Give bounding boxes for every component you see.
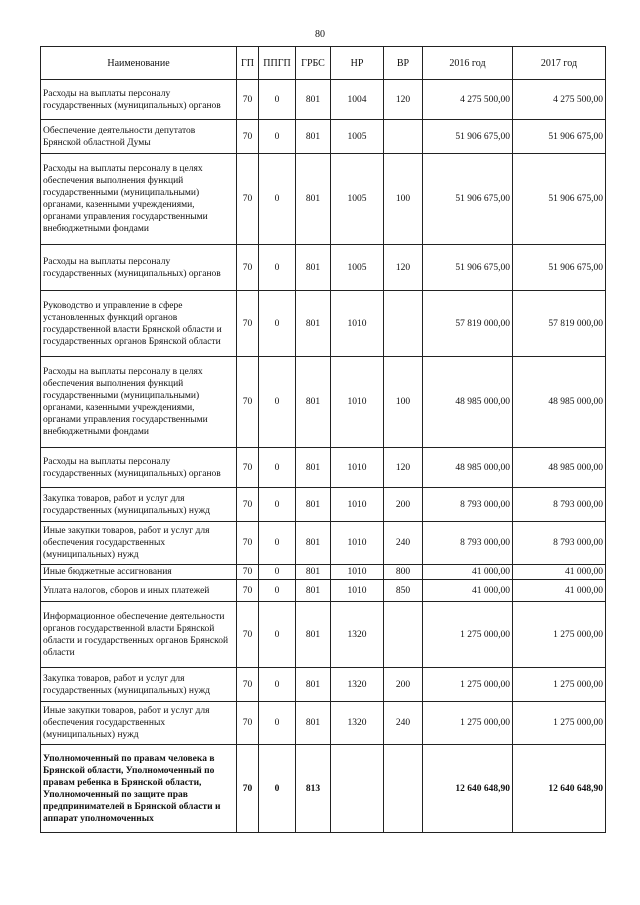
row-2017: 51 906 675,00 bbox=[513, 154, 606, 245]
row-name: Закупка товаров, работ и услуг для государственных (муниципальных) нужд bbox=[41, 488, 237, 522]
row-ppgp: 0 bbox=[259, 602, 296, 668]
row-nr: 1010 bbox=[331, 522, 384, 565]
row-gp: 70 bbox=[237, 565, 259, 580]
row-ppgp: 0 bbox=[259, 154, 296, 245]
row-gp: 70 bbox=[237, 702, 259, 745]
row-gp: 70 bbox=[237, 357, 259, 448]
row-grbs: 801 bbox=[296, 602, 331, 668]
row-grbs: 801 bbox=[296, 702, 331, 745]
row-vr: 240 bbox=[384, 522, 423, 565]
row-ppgp: 0 bbox=[259, 80, 296, 120]
row-nr: 1004 bbox=[331, 80, 384, 120]
row-gp: 70 bbox=[237, 80, 259, 120]
table-row bbox=[41, 488, 606, 522]
row-vr: 200 bbox=[384, 668, 423, 702]
row-vr: 100 bbox=[384, 357, 423, 448]
row-nr bbox=[331, 745, 384, 833]
row-ppgp: 0 bbox=[259, 580, 296, 602]
header-gp: ГП bbox=[237, 47, 259, 80]
table-row bbox=[41, 448, 606, 488]
header-ppgp: ППГП bbox=[259, 47, 296, 80]
row-grbs: 801 bbox=[296, 80, 331, 120]
table-row bbox=[41, 80, 606, 120]
row-grbs: 801 bbox=[296, 120, 331, 154]
row-2017: 1 275 000,00 bbox=[513, 702, 606, 745]
row-2016: 51 906 675,00 bbox=[423, 245, 513, 291]
row-vr bbox=[384, 120, 423, 154]
row-name: Расходы на выплаты персоналу государственных (муниципальных) органов bbox=[41, 448, 237, 488]
row-gp: 70 bbox=[237, 580, 259, 602]
row-2016: 48 985 000,00 bbox=[423, 448, 513, 488]
row-name: Иные бюджетные ассигнования bbox=[41, 565, 237, 580]
row-gp: 70 bbox=[237, 448, 259, 488]
row-2017: 12 640 648,90 bbox=[513, 745, 606, 833]
row-nr: 1010 bbox=[331, 291, 384, 357]
row-gp: 70 bbox=[237, 245, 259, 291]
row-name: Обеспечение деятельности депутатов Брянской областной Думы bbox=[41, 120, 237, 154]
row-2016: 8 793 000,00 bbox=[423, 488, 513, 522]
budget-table bbox=[40, 46, 606, 833]
header-nr: НР bbox=[331, 47, 384, 80]
row-ppgp: 0 bbox=[259, 245, 296, 291]
row-grbs: 801 bbox=[296, 522, 331, 565]
row-2017: 51 906 675,00 bbox=[513, 245, 606, 291]
row-2017: 57 819 000,00 bbox=[513, 291, 606, 357]
table-row bbox=[41, 602, 606, 668]
table-row bbox=[41, 245, 606, 291]
row-ppgp: 0 bbox=[259, 745, 296, 833]
row-name: Расходы на выплаты персоналу государственных (муниципальных) органов bbox=[41, 80, 237, 120]
row-ppgp: 0 bbox=[259, 357, 296, 448]
page-number: 80 bbox=[315, 29, 325, 40]
row-vr: 120 bbox=[384, 80, 423, 120]
row-name: Руководство и управление в сфере установленных функций органов государственной власти Брянской области и государственных органов Брянской области bbox=[41, 291, 237, 357]
row-nr: 1010 bbox=[331, 565, 384, 580]
row-nr: 1320 bbox=[331, 668, 384, 702]
row-2016: 4 275 500,00 bbox=[423, 80, 513, 120]
row-2016: 1 275 000,00 bbox=[423, 668, 513, 702]
row-gp: 70 bbox=[237, 488, 259, 522]
row-vr: 240 bbox=[384, 702, 423, 745]
row-nr: 1005 bbox=[331, 154, 384, 245]
row-ppgp: 0 bbox=[259, 668, 296, 702]
row-2016: 51 906 675,00 bbox=[423, 120, 513, 154]
row-name: Уплата налогов, сборов и иных платежей bbox=[41, 580, 237, 602]
table-row bbox=[41, 154, 606, 245]
row-grbs: 801 bbox=[296, 291, 331, 357]
row-vr bbox=[384, 745, 423, 833]
row-nr: 1010 bbox=[331, 357, 384, 448]
row-grbs: 801 bbox=[296, 448, 331, 488]
table-row bbox=[41, 120, 606, 154]
row-2017: 48 985 000,00 bbox=[513, 357, 606, 448]
table-row bbox=[41, 565, 606, 580]
row-nr: 1010 bbox=[331, 488, 384, 522]
row-2017: 4 275 500,00 bbox=[513, 80, 606, 120]
row-ppgp: 0 bbox=[259, 522, 296, 565]
row-2017: 8 793 000,00 bbox=[513, 522, 606, 565]
row-gp: 70 bbox=[237, 668, 259, 702]
row-ppgp: 0 bbox=[259, 120, 296, 154]
row-2017: 41 000,00 bbox=[513, 580, 606, 602]
table-header-row bbox=[41, 47, 606, 80]
table-row bbox=[41, 357, 606, 448]
row-name: Расходы на выплаты персоналу в целях обеспечения выполнения функций государственными (муниципальными) органами, казенными учреждениями, органами управления государственными внебюджетными фондами bbox=[41, 154, 237, 245]
row-nr: 1320 bbox=[331, 602, 384, 668]
row-grbs: 801 bbox=[296, 488, 331, 522]
row-vr: 850 bbox=[384, 580, 423, 602]
row-2016: 48 985 000,00 bbox=[423, 357, 513, 448]
row-vr bbox=[384, 602, 423, 668]
row-grbs: 801 bbox=[296, 565, 331, 580]
row-name: Расходы на выплаты персоналу государственных (муниципальных) органов bbox=[41, 245, 237, 291]
row-2016: 51 906 675,00 bbox=[423, 154, 513, 245]
row-2017: 1 275 000,00 bbox=[513, 602, 606, 668]
row-2017: 41 000,00 bbox=[513, 565, 606, 580]
row-vr: 100 bbox=[384, 154, 423, 245]
table-row bbox=[41, 745, 606, 833]
table-row bbox=[41, 668, 606, 702]
row-nr: 1010 bbox=[331, 580, 384, 602]
row-name: Уполномоченный по правам человека в Брянской области, Уполномоченный по правам ребенка в Брянской области, Уполномоченный по защите прав предпринимателей в Брянской области и аппарат уполномоченных bbox=[41, 745, 237, 833]
row-name: Информационное обеспечение деятельности органов государственной власти Брянской области и государственных органов Брянской области bbox=[41, 602, 237, 668]
row-grbs: 801 bbox=[296, 357, 331, 448]
row-2016: 57 819 000,00 bbox=[423, 291, 513, 357]
row-name: Расходы на выплаты персоналу в целях обеспечения выполнения функций государственными (муниципальными) органами, казенными учреждениями, органами управления государственными внебюджетными фондами bbox=[41, 357, 237, 448]
header-2017: 2017 год bbox=[513, 47, 606, 80]
table-row bbox=[41, 702, 606, 745]
row-nr: 1320 bbox=[331, 702, 384, 745]
row-vr: 120 bbox=[384, 448, 423, 488]
table-row bbox=[41, 580, 606, 602]
row-ppgp: 0 bbox=[259, 565, 296, 580]
row-grbs: 801 bbox=[296, 245, 331, 291]
header-name: Наименование bbox=[41, 47, 237, 80]
row-vr: 200 bbox=[384, 488, 423, 522]
row-2016: 1 275 000,00 bbox=[423, 602, 513, 668]
row-gp: 70 bbox=[237, 291, 259, 357]
row-gp: 70 bbox=[237, 522, 259, 565]
row-2016: 41 000,00 bbox=[423, 580, 513, 602]
row-2017: 48 985 000,00 bbox=[513, 448, 606, 488]
table-row bbox=[41, 522, 606, 565]
row-vr: 800 bbox=[384, 565, 423, 580]
row-grbs: 801 bbox=[296, 154, 331, 245]
row-2016: 8 793 000,00 bbox=[423, 522, 513, 565]
row-2017: 8 793 000,00 bbox=[513, 488, 606, 522]
row-2016: 1 275 000,00 bbox=[423, 702, 513, 745]
row-vr bbox=[384, 291, 423, 357]
row-gp: 70 bbox=[237, 154, 259, 245]
header-grbs: ГРБС bbox=[296, 47, 331, 80]
row-nr: 1005 bbox=[331, 245, 384, 291]
table-row bbox=[41, 291, 606, 357]
row-gp: 70 bbox=[237, 745, 259, 833]
row-name: Иные закупки товаров, работ и услуг для обеспечения государственных (муниципальных) нужд bbox=[41, 702, 237, 745]
row-grbs: 813 bbox=[296, 745, 331, 833]
row-2016: 12 640 648,90 bbox=[423, 745, 513, 833]
header-vr: ВР bbox=[384, 47, 423, 80]
header-2016: 2016 год bbox=[423, 47, 513, 80]
row-grbs: 801 bbox=[296, 580, 331, 602]
row-name: Закупка товаров, работ и услуг для государственных (муниципальных) нужд bbox=[41, 668, 237, 702]
row-vr: 120 bbox=[384, 245, 423, 291]
row-gp: 70 bbox=[237, 602, 259, 668]
row-grbs: 801 bbox=[296, 668, 331, 702]
row-2017: 51 906 675,00 bbox=[513, 120, 606, 154]
row-ppgp: 0 bbox=[259, 291, 296, 357]
row-ppgp: 0 bbox=[259, 702, 296, 745]
row-ppgp: 0 bbox=[259, 448, 296, 488]
row-nr: 1005 bbox=[331, 120, 384, 154]
row-name: Иные закупки товаров, работ и услуг для обеспечения государственных (муниципальных) нужд bbox=[41, 522, 237, 565]
row-2017: 1 275 000,00 bbox=[513, 668, 606, 702]
row-ppgp: 0 bbox=[259, 488, 296, 522]
row-2016: 41 000,00 bbox=[423, 565, 513, 580]
row-gp: 70 bbox=[237, 120, 259, 154]
row-nr: 1010 bbox=[331, 448, 384, 488]
